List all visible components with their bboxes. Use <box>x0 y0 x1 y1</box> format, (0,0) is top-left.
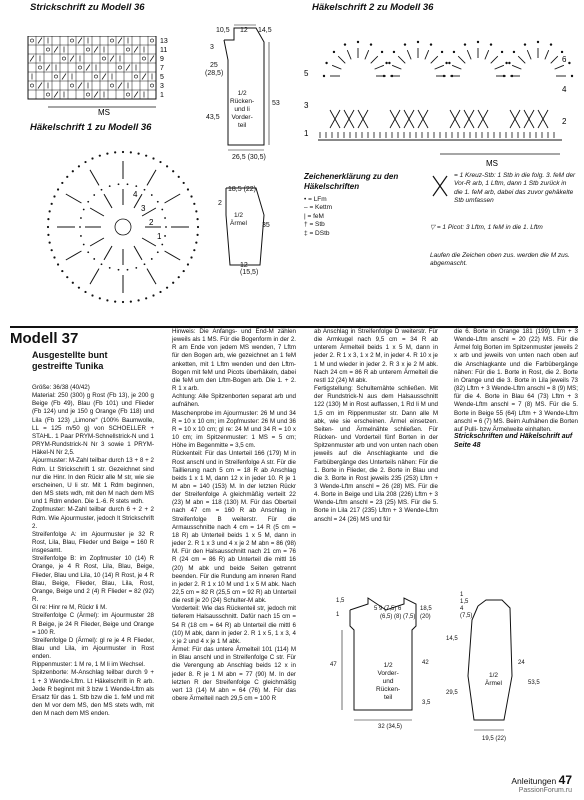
row-number: 3 <box>160 83 164 90</box>
col-3-text <box>314 328 438 524</box>
haekel1-title: Häkelschrift 1 zu Modell 36 <box>30 122 152 133</box>
schematic-37 <box>330 590 580 755</box>
round-number: 2 <box>149 218 154 227</box>
s36-arm-top: 18,5 (22) <box>228 186 257 193</box>
haekel2-title: Häkelschrift 2 zu Modell 36 <box>312 2 434 13</box>
row-number: 3 <box>304 101 309 110</box>
s37-top: 5 9 (7,5) 6 <box>374 606 402 612</box>
col-2 <box>172 328 296 703</box>
col-1 <box>32 384 154 718</box>
s37-top2: (6,5) (8) (7,5) <box>380 614 416 620</box>
round-number: 3 <box>141 204 146 213</box>
s37-label: 1/2 Vorder- und Rücken- teil <box>376 662 401 701</box>
paragraph: Spitzenborte: M-Anschlag teilbar durch 9 + 1 + 3 Wende-Lftm. Lt Häkelschrift in R arb. Jede R beginnt mit 3 bzw 1 Wende-Lftm als Ersatz für das 1. Stb bzw die 1. feM und mit den M vor dem MS, den MS stets wdh, mit den M nach dem MS enden. <box>32 669 154 718</box>
s37-left3: 47 <box>330 662 337 668</box>
stb-icon: † <box>304 221 308 229</box>
kettm-icon: ‒ <box>304 204 308 212</box>
footer-label: Anleitungen <box>511 776 557 786</box>
paragraph: Achtung: Alle Spitzenborten separat arb und aufnähen. <box>172 393 296 409</box>
page-number: 47 <box>558 773 572 787</box>
col-4 <box>454 328 578 434</box>
col-3 <box>314 328 438 524</box>
paragraph: Streifenfolge D (Ärmel): gl re je 4 R Flieder, Blau und Lila, im Ajourmuster in Rost enden. <box>32 636 154 661</box>
s36-arm-side2: 35 <box>262 222 270 229</box>
paragraph: Zopfmuster: M-Zahl teilbar durch 6 + 2 + 2 Rdm. Wie Ajourmuster, jedoch lt Strickschrift 2. <box>32 506 154 530</box>
s36-top1: 10,5 <box>216 27 230 34</box>
s37-bottom: 32 (34,5) <box>378 724 403 730</box>
row-number: 11 <box>160 47 168 54</box>
s37-arm-label: 1/2 Ärmel <box>485 672 502 687</box>
paragraph: Ärmel: Für das untere Ärmelteil 101 (114) M in Blau anschl und in Streifenfolge C str. Für die Verengung ab Anschlag beids 12 x in jeder 8. R je 1 M abn = 77 (90) M. In der letzten R der Streifenfolge C gleichmäßig vert 13 (14) M abn = 64 (76) M. Für das obere Ärmelteil nach 29,5 cm = 100 R <box>172 646 296 703</box>
paragraph: Rückenteil: Für das Unterteil 166 (179) M in Rost anschl und in Streifenfolge A str. Für die Taillierung nach 5 cm = 18 R ab Anschlag beids 1 x 1 M, dann 12 x in jeder 10. R je 1 M abn = 140 (153) M. In der letzten Rückr der Streifenfolge A gleichmäßig verteilt 22 (23) M abn = 118 (130) M. Für das Oberteil nach 47 cm = 160 R ab Anschlag in Streifenfolge B weiterstr. Für die Armausschnitte nach 4 cm = 14 R (5 cm = 18 R) ab Unterteil beids 1 x 5 M, dann in jeder 2. R 1 x 3 und 4 x je 2 M abn = 86 (98) M. Für den Halsausschnitt nach 21 cm = 76 R (24 cm = 86 R) ab Unterteil die mittl 16 (20) M abk und beide Seiten getrennt beenden. Für die Rundung am inneren Rand in jeder 2. R 1 x 10 M und 1 x 5 M abk. Nach 22,5 cm = 82 R (25,5 cm = 92 R) ab Unterteil die restl je 20 (24) Schulter-M abk. <box>172 450 296 605</box>
s36-arm-bottom: 12 (15,5) <box>240 262 259 276</box>
row-number: 2 <box>562 117 567 126</box>
see-also: Strickschriften und Häkelschrift auf Seite 48 <box>454 433 573 449</box>
paragraph: Material: 250 (300) g Rost (Fb 13), je 200 g Beige (Fb 49), Blau (Fb 101) und Flieder (Fb 124) und je 150 g Orange (Fb 118) und Lila (Fb 123) „Limone“ (100% Baumwolle, LL = 125 m/50 g) von SCHOELLER + STAHL. 1 Paar PRYM-Schnellstrick-N und 1 PRYM-Rundstrick-N Nr 3 sowie 1 PRYM-Häkel-N Nr 2,5. <box>32 392 154 457</box>
strick-title: Strickschrift zu Modell 36 <box>30 2 145 13</box>
fem-icon: | <box>304 212 306 220</box>
s37-right1: 18,5 <box>420 606 432 612</box>
paragraph: Streifenfolge C (Ärmel): im Ajourmuster 28 R Beige, je 24 R Flieder, Beige und Orange = 100 R. <box>32 612 154 636</box>
s37-arm-right2: 53,5 <box>528 680 540 686</box>
row-number: 7 <box>160 65 164 72</box>
s36-side5: 53 <box>272 100 280 107</box>
s36-bottom: 26,5 (30,5) <box>232 154 266 161</box>
strick-chart <box>24 36 184 116</box>
s37-arm-left1: 14,5 <box>446 636 458 642</box>
s37-arm-bottom: 19,5 (22) <box>482 736 507 742</box>
s36-arm-side1: 2 <box>218 200 222 207</box>
s37-arm-top: 1 1,5 4 (7,5) <box>460 592 473 619</box>
s36-label: 1/2 Rücken- und li Vorder- teil <box>230 90 255 129</box>
kreuz-stb-icon <box>430 174 450 198</box>
s37-right3: 42 <box>422 660 429 666</box>
paragraph: Rippenmuster: 1 M re, 1 M li im Wechsel. <box>32 661 146 669</box>
haekel2-chart <box>300 20 580 170</box>
paragraph: Streifenfolge B: im Zopfmuster 10 (14) R Orange, je 4 R Rost, Lila, Blau, Beige, Flieder, Blau und Lila, 10 (14) R Rost, je 4 R Blau, Beige, Flieder, Blau, Lila, Rost, Orange, Beige und 2 (4) R Flieder = 82 (92) R. <box>32 555 154 604</box>
s36-side2: 25 <box>210 62 218 69</box>
legend-kreuz: = 1 Kreuz-Stb: 1 Stb in die folg. 3. feM der Vor-R arb, 1 Lftm, dann 1 Stb zurück in die 1. feM arb, dabei das zuvor gehäkelte Stb umfassen <box>454 172 576 205</box>
model-subtitle: Ausgestellte bunt gestreifte Tunika <box>32 350 108 371</box>
s36-arm-label: 1/2 Ärmel <box>230 212 247 227</box>
paragraph: Größe: 36/38 (40/42) <box>32 384 90 391</box>
picot-icon: ▽ <box>430 224 435 231</box>
legend-picot: ▽ = 1 Picot: 3 Lftm, 1 feM in die 1. Lftm <box>430 224 543 231</box>
s37-arm-right1: 24 <box>518 660 525 666</box>
paragraph: Vorderteil: Wie das Rückenteil str, jedoch mit tieferem Halsausschnitt. Dafür nach 15 cm = 54 R (18 cm = 64 R) ab Unterteil die mittl 6 (10) M abk, dann in jeder 2. R 1 x 5, 1 x 3, 4 x je 2 und 4 x je 1 M abk. <box>172 605 296 645</box>
row-number: 4 <box>562 85 567 94</box>
col-2-text <box>172 328 296 703</box>
row-number: 1 <box>304 129 309 138</box>
legend-note: Laufen die Zeichen oben zus. werden die M zus. abgemascht. <box>430 252 570 268</box>
s36-side3: (28,5) <box>205 70 224 77</box>
row-number: 9 <box>160 56 164 63</box>
s37-right4: 3,5 <box>422 700 431 706</box>
col-1-text <box>32 384 154 718</box>
s36-side4: 43,5 <box>206 114 220 121</box>
paragraph: Maschenprobe im Ajourmuster: 26 M und 34 R = 10 x 10 cm; im Zopfmuster: 26 M und 36 R = 10 x 10 cm; gl re: 24 M und 34 R = 10 x 10 cm; im Spitzenmuster: 1 MS = 5 cm; Höhe im Begenmitte = 3,5 cm. <box>172 409 296 450</box>
row-number: 5 <box>160 74 164 81</box>
row-number: 5 <box>304 69 309 78</box>
round-number: 4 <box>133 190 138 199</box>
paragraph: die 6. Borte in Orange 181 (199) Lftm + 3 Wende-Lftm anschl = 20 (22) MS. Für die Ärmel folg Borten im Spitzenmuster jeweils 2 x arb und jeweils von unten nach oben auf die Anschlagkante und die Farbübergänge nähen: Für die 1. Borte in Rost, die 2. Borte in Orange und die 3. Borte in Lila jeweils 73 (82) Lftm + 3 Wende-Lftm anschl = 8 (9) MS; für die 4. Borte in Blau 64 (73) Lftm + 3 Wende-Lftm anschl = 7 (8) MS. Für die 5. Borte in Beige 55 (64) Lftm + 3 Wende-Lftm anschl = 6 (7) MS. Beim Aufnähen die Borten auf Pulli- bzw Ärmelweite einhalten. <box>454 328 578 433</box>
legend-list: • = LFm ‒ = Kettm | = feM † = Stb ‡ = DStb <box>304 196 333 237</box>
haekel1-chart <box>38 142 208 312</box>
lftm-icon: • <box>304 196 307 203</box>
paragraph: Gl re: Hinr re M, Rückr li M. <box>32 604 107 612</box>
legend-title: Zeichenerklärung zu den Häkelschriften <box>304 172 399 191</box>
row-number: 1 <box>160 92 164 99</box>
ms-label: MS <box>486 159 498 168</box>
page-footer <box>511 773 572 794</box>
col-4-text <box>454 328 578 434</box>
s36-top3: 14,5 <box>258 27 272 34</box>
round-number: 1 <box>157 232 162 241</box>
paragraph: Fertigstellung: Schulternähte schließen. Mit der Rundstrick-N aus dem Halsausschnitt 122 (130) M in Rost auffassen, 1 Rd li M und 1,5 cm im Rippenmuster str. Dann alle M abk, wie sie erscheinen. Ärmel einsetzen. Seiten- und Ärmelnähte schließen. Für Rücken- und Vorderteil fünf Borten in der Spitzenmuster arb und von unten nach oben jeweils auf die Anschlagkante und die Farbübergänge des Unterteils nähen: Für die 1. Borte in Flieder, die 2. Borte in Blau und die 3. Borte in Rost jeweils 235 (253) Lftm + 3 Wende-Lftm anschl = 26 (28) MS. Für die 4. Borte in Beige und Lila 208 (226) Lftm + 3 Wende-Lftm anschl = 23 (25) MS. Für die 5. Borte in Lila 217 (235) Lftm + 3 Wende-Lftm anschl = 24 (26) MS und für <box>314 385 438 523</box>
s37-arm-left2: 29,5 <box>446 690 458 696</box>
ms-label: MS <box>98 108 110 116</box>
paragraph: Ajourmuster: M-Zahl teilbar durch 13 + 8 + 2 Rdm. Lt Strickschrift 1 str. Gezeichnet sind nur die Hinr. In den Rückr alle M str, wie sie erscheinen, U li str. Mit 1 Rdm beginnen, den MS stets wdh, mit den M nach dem MS und 1 Rdm enden. Die 1.-6. R stets wdh. <box>32 457 154 506</box>
row-number: 6 <box>562 55 567 64</box>
s37-left1: 1,5 <box>336 598 345 604</box>
site-watermark: PassionForum.ru <box>518 787 572 794</box>
paragraph: Streifenfolge A: im Ajourmuster je 32 R Rost, Lila, Blau, Flieder und Beige = 160 R insgesamt. <box>32 530 154 555</box>
s36-top2: 12 <box>240 27 248 34</box>
paragraph: ab Anschlag in Streifenfolge D weiterstr. Für die Armkugel nach 9,5 cm = 34 R ab unterem Ärmelteil beids 1 x 5 M, dann in jeder 2. R 1 x 3, 1 x 2 M, in jeder 4. R 10 x je 1 M und wieder in jeder 2. R 3 x je 2 M abk. Nach 24 cm = 86 R ab unterem Ärmelteil die restl 12 (24) M abk. <box>314 328 438 384</box>
s37-right2: (20) <box>420 614 431 620</box>
row-number: 13 <box>160 38 168 45</box>
dstb-icon: ‡ <box>304 229 308 237</box>
model-title: Modell 37 <box>10 330 79 347</box>
paragraph: Hinweis: Die Anfangs- und End-M zählen jeweils als 1 MS. Für die Bogenform in der 2. R am Ende von jedem MS wenden, 7 Lftm für den Bogen arb, wie gezeichnet an 1 feM anketten, mit 1 Lftm wenden und den Lftm-Bogen mit feM und Picots überhäkeln, dabei die feM um den Lftm-Bogen arb. Die 1. + 2. R 1 x arb. <box>172 328 296 393</box>
s36-side1: 3 <box>210 44 214 51</box>
s37-left2: 1 <box>336 612 340 618</box>
